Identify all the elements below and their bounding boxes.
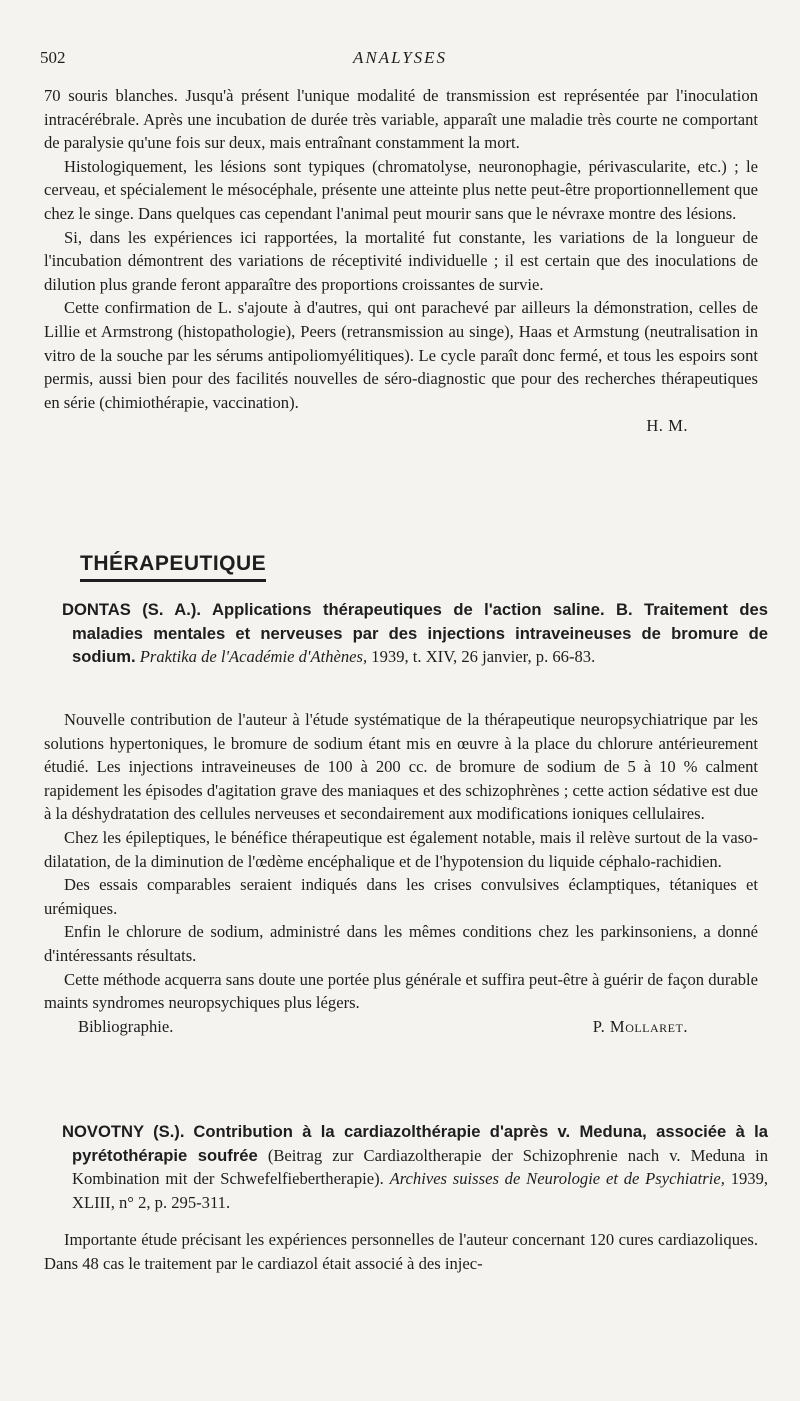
- entry-title: Applications thérapeutiques de l'action saline. B. Traitement des maladies mentales et nerveuses par des injections intraveineuses de bromure de sodium.: [72, 600, 768, 667]
- page-header: [40, 48, 760, 70]
- author-signature: H. M.: [646, 416, 688, 436]
- entry-journal: Praktika de l'Académie d'Athènes,: [139, 647, 368, 667]
- entry-title: Contribution à la cardiazolthérapie d'après v. Meduna, associée à la pyrétothérapie soufrée: [72, 1122, 768, 1165]
- entry-body: [44, 708, 758, 1038]
- paragraph: Chez les épileptiques, le bénéfice thérapeutique est également notable, mais il relève surtout de la vaso-dilatation, de la diminution de l'œdème encéphalique et de l'hypotension du liquide céphalo-rachidien.: [44, 827, 758, 871]
- entry-heading: [62, 598, 768, 669]
- author-signature: P. Mollaret.: [592, 1016, 688, 1036]
- signoff: [44, 414, 758, 438]
- paragraph: Cette confirmation de L. s'ajoute à d'autres, qui ont parachevé par ailleurs la démonstration, celles de Lillie et Armstrong (histopathologie), Peers (retransmission au singe), Haas et Armstung (neutralisation in vitro de la souche par les sérums antipoliomyélitiques). Le cycle paraît donc fermé, et tous les espoirs sont permis, aussi bien pour des facilités nouvelles de séro-diagnostic que pour des recherches thérapeutiques en série (chimiothérapie, vaccination).: [44, 298, 758, 412]
- bibliography-label: Bibliographie.: [78, 1016, 174, 1036]
- entry-author: DONTAS (S. A.).: [62, 600, 201, 619]
- paragraph: Importante étude précisant les expériences personnelles de l'auteur concernant 120 cures cardiazoliques. Dans 48 cas le traitement par le cardiazol était associé à des injec-: [44, 1230, 758, 1273]
- entry-body: [44, 1228, 758, 1275]
- entry-citation: 1939, t. XIV, 26 janvier, p. 66-83.: [371, 647, 596, 667]
- entry-author: NOVOTNY (S.).: [62, 1122, 185, 1141]
- entry-heading: [62, 1120, 768, 1214]
- section-heading: THÉRAPEUTIQUE: [80, 552, 266, 582]
- paragraph: Si, dans les expériences ici rapportées, la mortalité fut constante, les variations de la longueur de l'incubation démontrent des variations de réceptivité individuelle ; il est certain que des inoculations de dilution plus grande feront apparaître des proportions croissantes de survie.: [44, 227, 758, 294]
- paragraph: Des essais comparables seraient indiqués dans les crises convulsives éclamptiques, tétaniques et urémiques.: [44, 875, 758, 918]
- page-number: 502: [40, 48, 66, 67]
- paragraph: Enfin le chlorure de sodium, administré dans les mêmes conditions chez les parkinsoniens, a donné d'intéressants résultats.: [44, 922, 758, 965]
- previous-article-continuation: [44, 84, 758, 438]
- entry-subtitle: (Beitrag zur Cardiazoltherapie der Schizophrenie nach v. Meduna in Kombination mit der Schwefelfiebertherapie).: [72, 1145, 768, 1189]
- running-title: ANALYSES: [352, 48, 448, 67]
- entry-journal: Archives suisses de Neurologie et de Psychiatrie,: [389, 1169, 725, 1189]
- paragraph: 70 souris blanches. Jusqu'à présent l'unique modalité de transmission est représentée par l'inoculation intracérébrale. Après une incubation de durée très variable, apparaît une maladie très courte ne comportant de paralysie qu'une fois sur deux, mais entraînant constamment la mort.: [44, 86, 758, 153]
- paragraph: Nouvelle contribution de l'auteur à l'étude systématique de la thérapeutique neuropsychiatrique par les solutions hypertoniques, le bromure de sodium étant mis en œuvre à la place du chlorure antérieurement étudié. Les injections intraveineuses de 100 à 200 cc. de bromure de sodium de 5 à 10 % calment rapidement les épisodes d'agitation grave des maniaques et des schizophrènes ; cette action sédative est due à la déshydratation des cellules nerveuses et secondairement aux modifications ioniques cellulaires.: [44, 710, 758, 824]
- entry-citation: 1939, XLIII, n° 2, p. 295-311.: [72, 1169, 769, 1212]
- paragraph: Cette méthode acquerra sans doute une portée plus générale et suffira peut-être à guérir de façon durable maints syndromes neuropsychiques plus légers.: [44, 969, 758, 1013]
- signoff: [44, 1015, 758, 1039]
- paragraph: Histologiquement, les lésions sont typiques (chromatolyse, neuronophagie, périvascularite, etc.) ; le cerveau, et spécialement le mésocéphale, présente une atteinte plus nette peut-être proportionnellement que chez le singe. Dans quelques cas cependant l'animal peut mourir sans que le névraxe montre des lésions.: [44, 156, 758, 223]
